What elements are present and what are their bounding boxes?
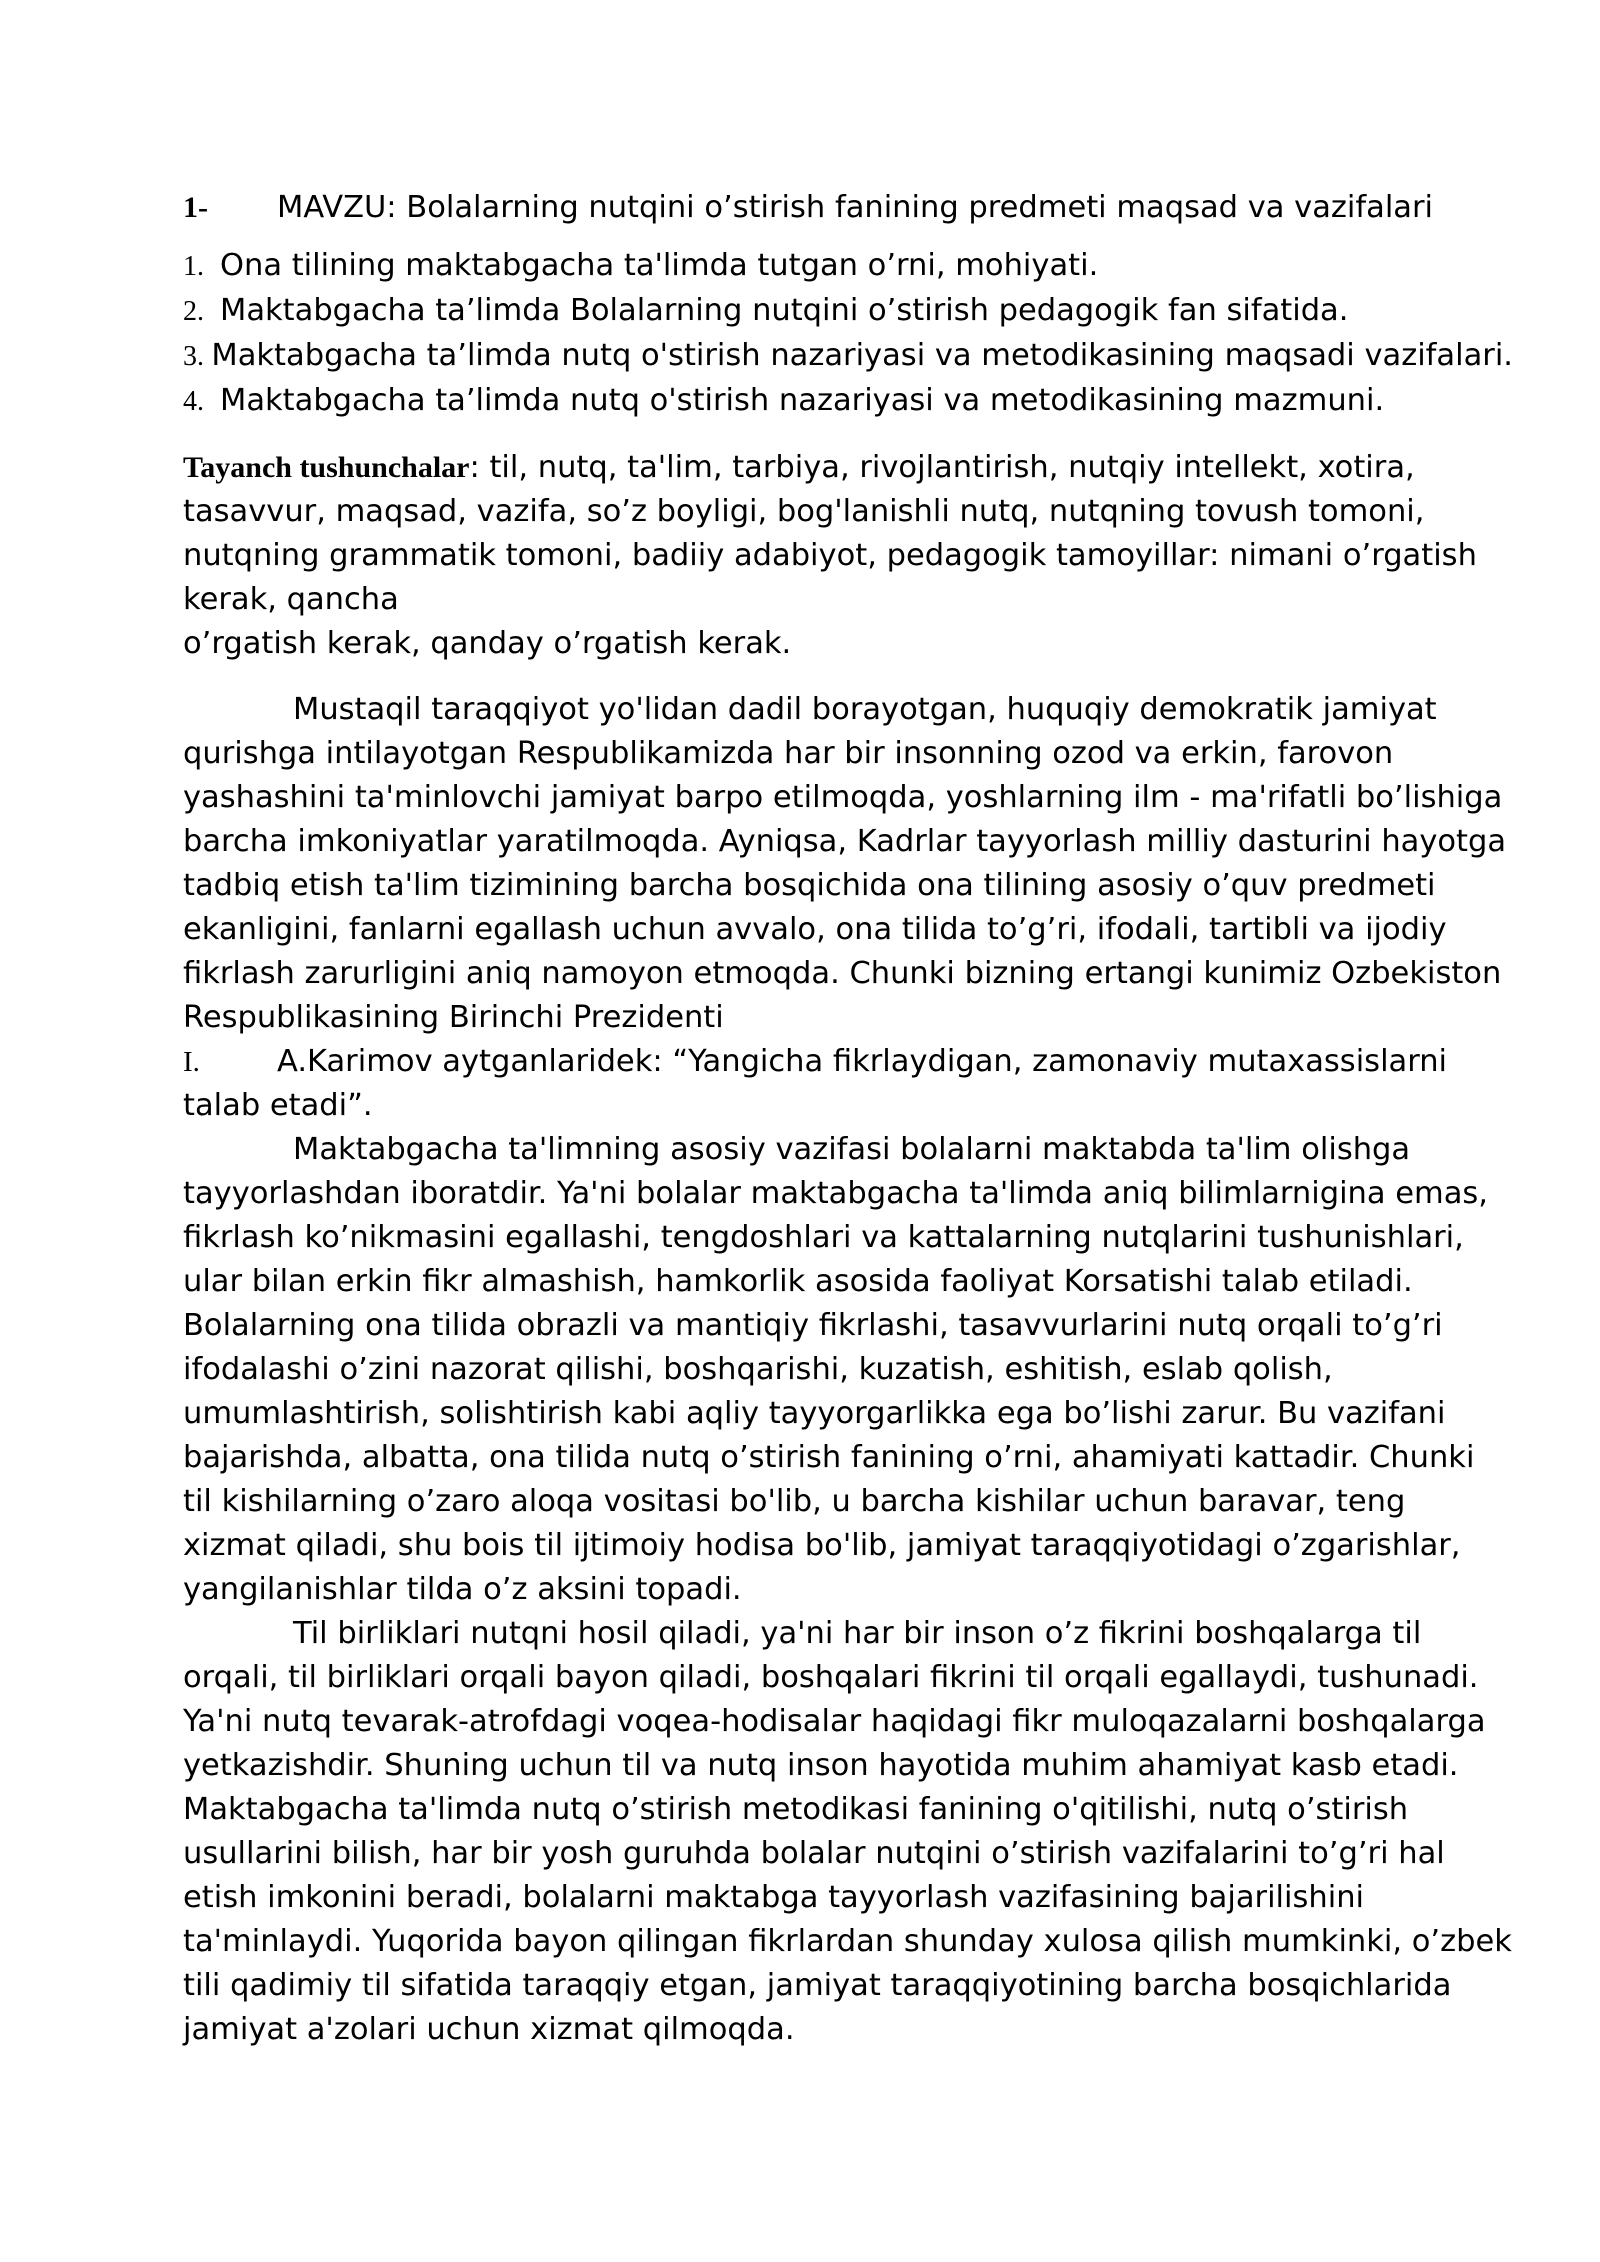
- roman-numeral: I.: [183, 1046, 200, 1078]
- list-item: [183, 334, 1513, 379]
- list-item-number: 3.: [183, 341, 204, 372]
- keywords-line: [183, 446, 1513, 622]
- list-item-text: Maktabgacha ta’limda nutq o'stirish nazariyasi va metodikasining maqsadi vazifalari.: [211, 338, 1513, 373]
- body-paragraph-3: Til birliklari nutqni hosil qiladi, ya'ni har bir inson o’z fikrini boshqalarga til orqali, til birliklari orqali bayon qiladi, boshqalari fikrini til orqali egallaydi, tushunadi. Ya'ni nutq tevarak-atrofdagi voqea-hodisalar haqidagi fikr muloqazalarni boshqalarga yetkazishdir. Shuning uchun til va nutq inson hayotida muhim ahamiyat kasb etadi. Maktabgacha ta'limda nutq o’stirish metodikasi fanining o'qitilishi, nutq o’stirish usullarini bilish, har bir yosh guruhda bolalar nutqini o’stirish vazifalarini to’g’ri hal etish imkonini beradi, bolalarni maktabga tayyorlash vazifasining bajarilishini ta'minlaydi. Yuqorida bayon qilingan fikrlardan shunday xulosa qilish mumkinki, o’zbek tili qadimiy til sifatida taraqqiy etgan, jamiyat taraqqiyotining barcha bosqichlarida jamiyat a'zolari uchun xizmat qilmoqda.: [183, 1616, 1512, 2047]
- topic-heading: [183, 186, 1513, 230]
- list-item: [183, 379, 1513, 424]
- list-item-number: 4.: [183, 386, 204, 417]
- list-item-number: 2.: [183, 296, 204, 327]
- topic-title: MAVZU: Bolalarning nutqini o’stirish fanining predmeti maqsad va vazifalari: [277, 190, 1433, 225]
- topic-questions-list: [183, 244, 1513, 424]
- list-item: [183, 289, 1513, 334]
- list-item-text: Maktabgacha ta’limda nutq o'stirish nazariyasi va metodikasining mazmuni.: [220, 383, 1385, 418]
- topic-number: 1-: [183, 191, 208, 224]
- quote-line: [183, 1040, 1513, 1084]
- keywords-label: Tayanch tushunchalar: [183, 451, 470, 484]
- quote-continued: talab etadi”.: [183, 1088, 373, 1123]
- body-paragraph-1: Mustaqil taraqqiyot yo'lidan dadil borayotgan, huquqiy demokratik jamiyat qurishga intilayotgan Respublikamizda har bir insonning ozod va erkin, farovon yashashini ta'minlovchi jamiyat barpo etilmoqda, yoshlarning ilm - ma'rifatli bo’lishiga barcha imkoniyatlar yaratilmoqda. Ayniqsa, Kadrlar tayyorlash milliy dasturini hayotga tadbiq etish ta'lim tizimining barcha bosqichida ona tilining asosiy o’quv predmeti ekanligini, fanlarni egallash uchun avvalo, ona tilida to’g’ri, ifodali, tartibli va ijodiy fikrlash zarurligini aniq namoyon etmoqda. Chunki bizning ertangi kunimiz Ozbekiston Respublikasining Birinchi Prezidenti: [183, 692, 1507, 1035]
- list-item-text: Ona tilining maktabgacha ta'limda tutgan o’rni, mohiyati.: [220, 248, 1099, 283]
- body-paragraph-2: Maktabgacha ta'limning asosiy vazifasi bolalarni maktabda ta'lim olishga tayyorlashdan iboratdir. Ya'ni bolalar maktabgacha ta'limda aniq bilimlarnigina emas, fikrlash ko’nikmasini egallashi, tengdoshlari va kattalarning nutqlarini tushunishlari, ular bilan erkin fikr almashish, hamkorlik asosida faoliyat Korsatishi talab etiladi. Bolalarning ona tilida obrazli va mantiqiy fikrlashi, tasavvurlarini nutq orqali to’g’ri ifodalashi o’zini nazorat qilishi, boshqarishi, kuzatish, eshitish, eslab qolish, umumlashtirish, solishtirish kabi aqliy tayyorgarlikka ega bo’lishi zarur. Bu vazifani bajarishda, albatta, ona tilida nutq o’stirish fanining o’rni, ahamiyati kattadir. Chunki til kishilarning o’zaro aloqa vositasi bo'lib, u barcha kishilar uchun baravar, teng xizmat qiladi, shu bois til ijtimoiy hodisa bo'lib, jamiyat taraqqiyotidagi o’zgarishlar, yangilanishlar tilda o’z aksini topadi.: [183, 1132, 1489, 1607]
- list-item-number: 1.: [183, 251, 204, 282]
- quote-first-line: A.Karimov aytganlaridek: “Yangicha fikrlaydigan, zamonaviy mutaxassislarni: [277, 1044, 1448, 1079]
- keywords-line-continued: o’rgatish kerak, qanday o’rgatish kerak.: [183, 626, 792, 661]
- document-page: [183, 186, 1513, 2052]
- list-item-text: Maktabgacha ta’limda Bolalarning nutqini o’stirish pedagogik fan sifatida.: [220, 293, 1349, 328]
- list-item: [183, 244, 1513, 289]
- keywords-text: : til, nutq, ta'lim, tarbiya, rivojlantirish, nutqiy intellekt, xotira, tasavvur, maqsad, vazifa, so’z boyligi, bog'lanishli nutq, nutqning tovush tomoni, nutqning grammatik tomoni, badiiy adabiyot, pedagogik tamoyillar: nimani o’rgatish kerak, qancha: [183, 450, 1477, 617]
- keywords-block: [183, 446, 1513, 666]
